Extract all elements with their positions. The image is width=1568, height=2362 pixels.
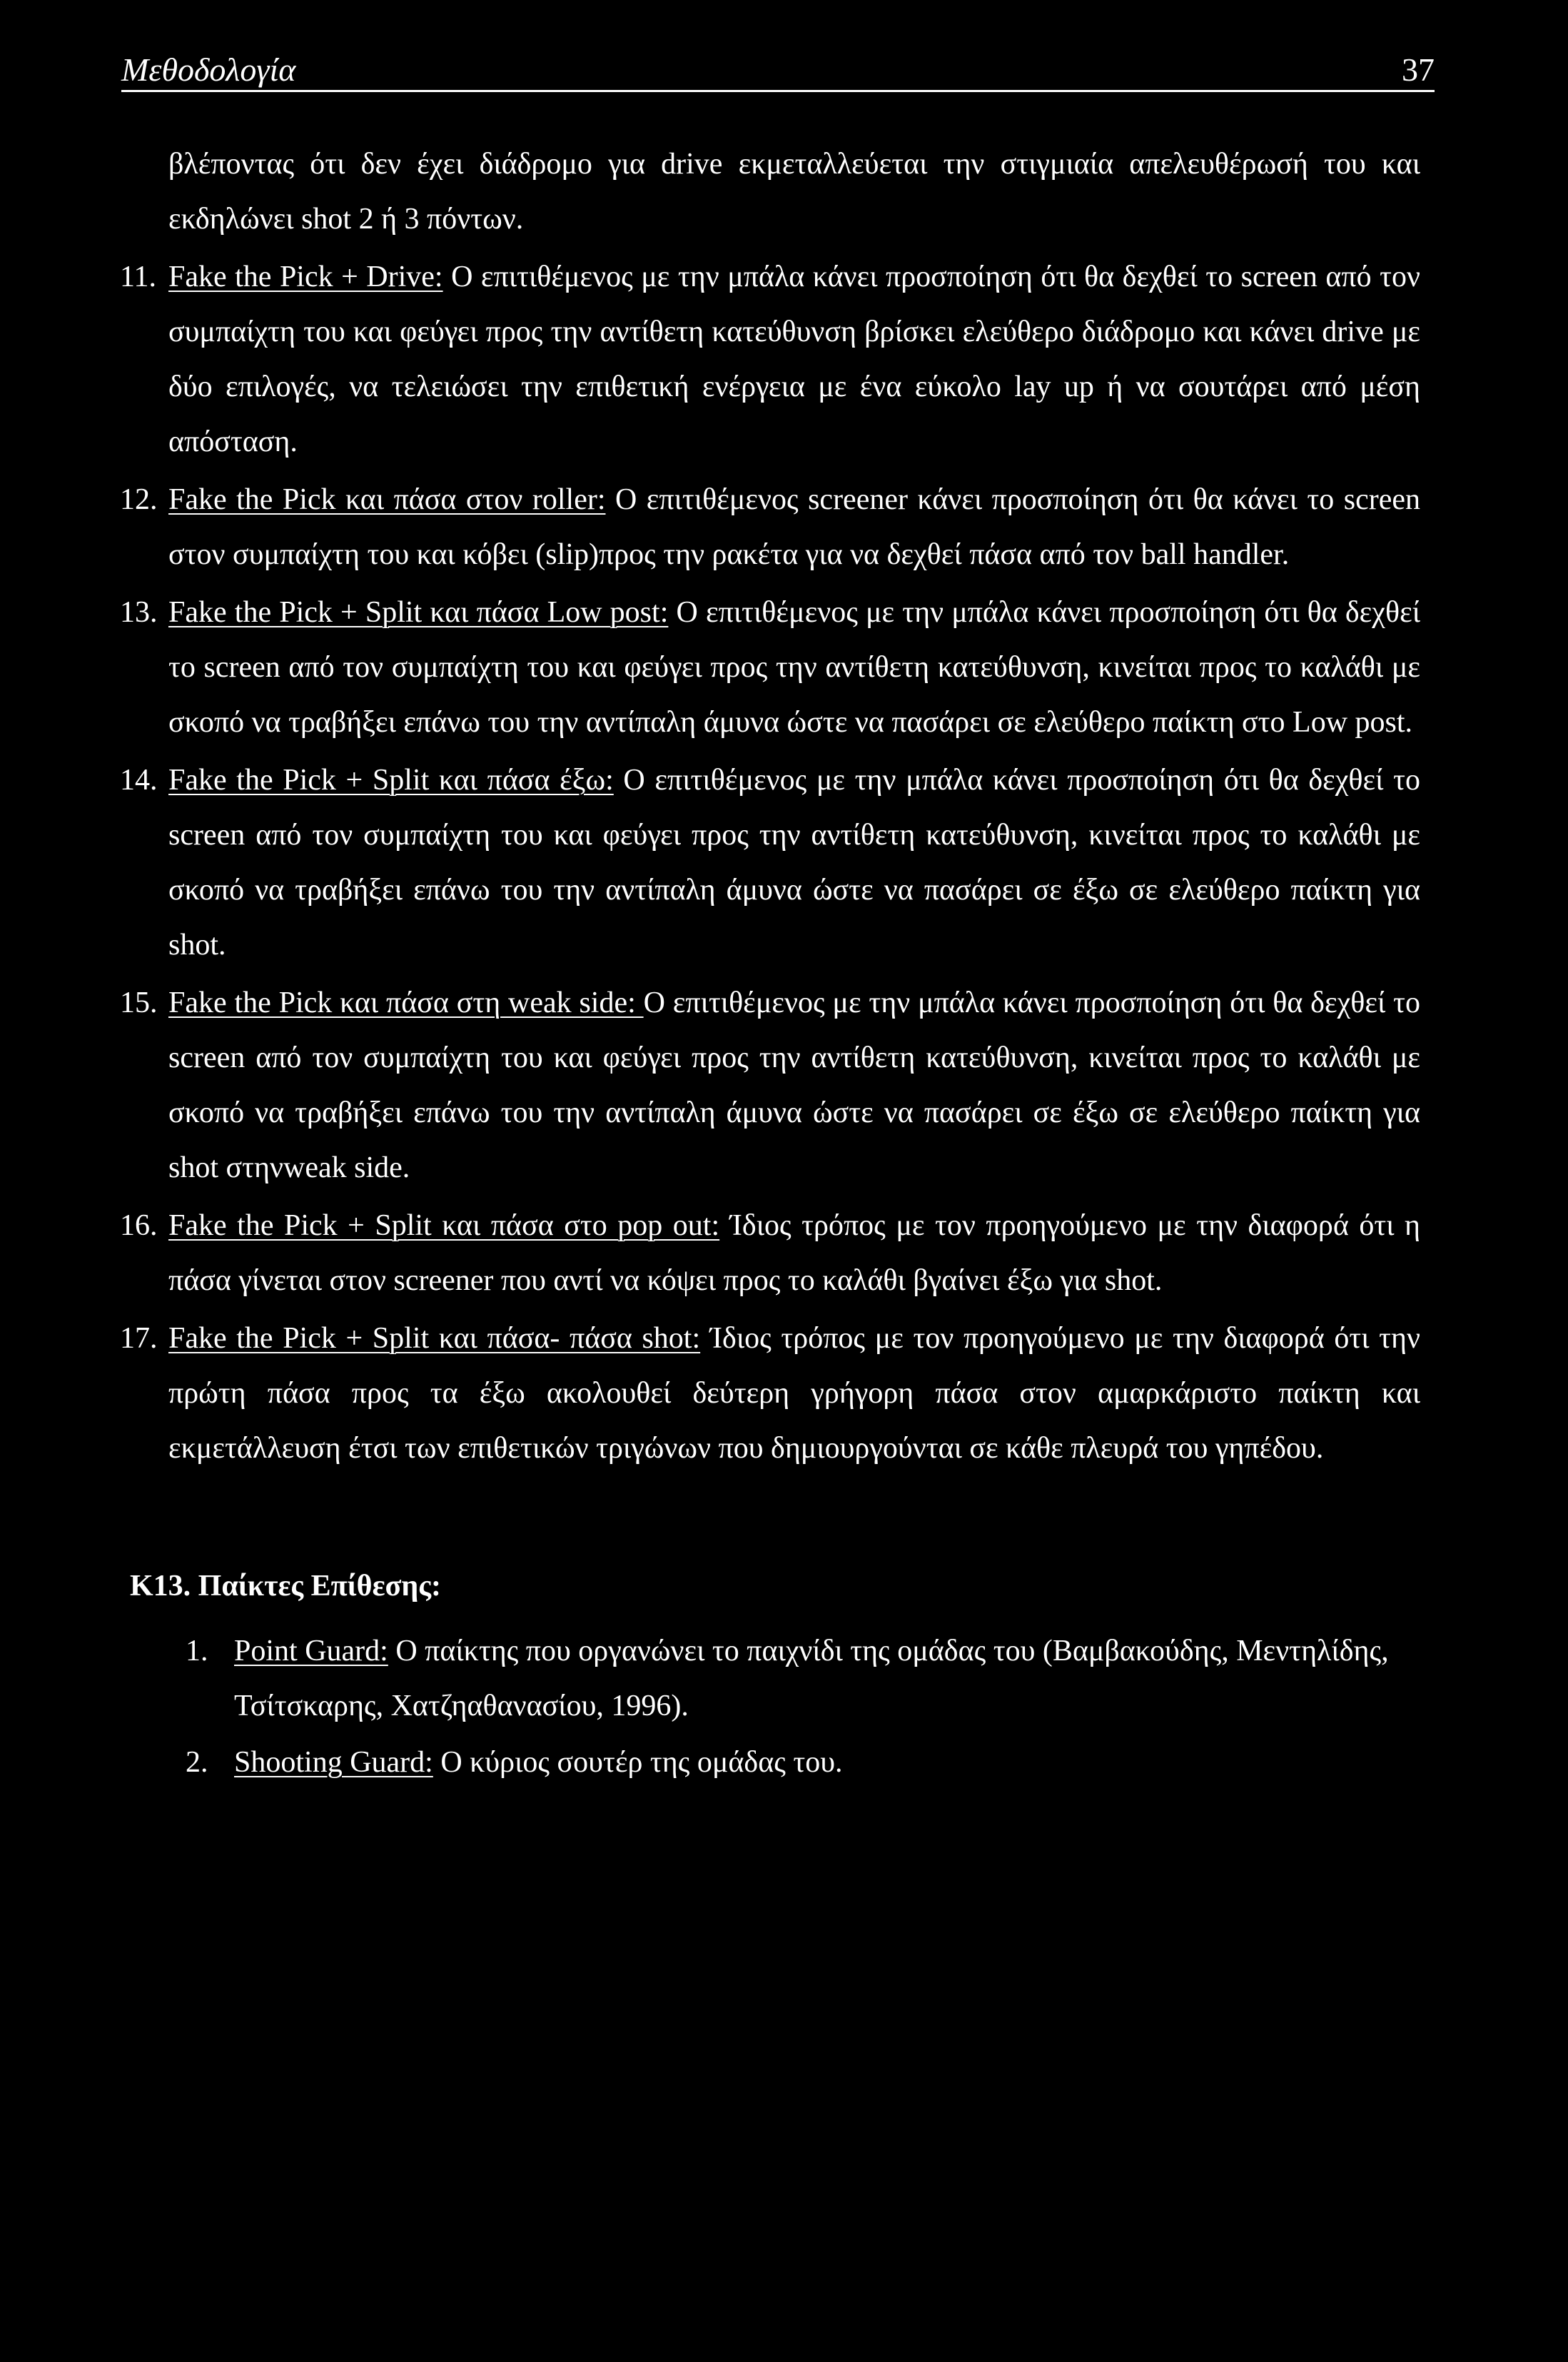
- item-text: Ο κύριος σουτέρ της ομάδας του.: [433, 1746, 843, 1779]
- item-text: Ο επιτιθέμενος με την μπάλα κάνει προσποίηση ότι θα δεχθεί το screen από τον συμπαίχτη του και φεύγει προς την αντίθετη κατεύθυνση, κινείται προς το καλάθι με σκοπό να τραβήξει επάνω του την αντίπαλη άμυνα ώστε να πασάρει σε έξω σε ελεύθερο παίκτη για shot στηνweak side.: [168, 986, 1421, 1184]
- item-number: 1.: [186, 1635, 208, 1667]
- list-item: [120, 585, 1421, 753]
- list-item: [186, 1624, 1420, 1735]
- list-item: [120, 473, 1420, 585]
- continuation-paragraph: βλέποντας ότι δεν έχει διάδρομο για drive εκμεταλλεύεται την στιγμιαία απελευθέρωσή του και εκδηλώνει shot 2 ή 3 πόντων.: [168, 148, 1420, 236]
- item-number: 16.: [120, 1209, 158, 1242]
- item-text: Ίδιος τρόπος με τον προηγούμενο με την διαφορά ότι την πρώτη πάσα προς τα έξω ακολουθεί δεύτερη γρήγορη πάσα στον αμαρκάριστο παίκτη και εκμετάλλευση έτσι των επιθετικών τριγώνων που δημιουργούνται σε κάθε πλευρά του γηπέδου.: [168, 1322, 1421, 1465]
- section-heading: Κ13. Παίκτες Επίθεσης:: [130, 1570, 441, 1603]
- page-header: [121, 43, 1435, 92]
- list-item: [120, 250, 1420, 473]
- item-term: Fake the Pick + Split και πάσα έξω:: [168, 764, 614, 797]
- item-text: Ο επιτιθέμενος με την μπάλα κάνει προσποίηση ότι θα δεχθεί το screen από τον συμπαίχτη του και φεύγει προς την αντίθετη κατεύθυνση, κινείται προς το καλάθι με σκοπό να τραβήξει επάνω του την αντίπαλη άμυνα ώστε να πασάρει σε ελεύθερο παίκτη στο Low post.: [168, 596, 1421, 739]
- item-number: 12.: [120, 483, 158, 516]
- list-item: [120, 976, 1421, 1198]
- item-term: Shooting Guard:: [234, 1746, 433, 1779]
- header-title: Μεθοδολογία: [121, 51, 296, 88]
- item-text: Ο επιτιθέμενος screener κάνει προσποίηση ότι θα κάνει το screen στον συμπαίχτη του και κόβει (slip)προς την ρακέτα για να δεχθεί πάσα από τον ball handler.: [168, 483, 1420, 571]
- item-term: Point Guard:: [234, 1635, 388, 1667]
- item-number: 11.: [120, 261, 156, 293]
- list-item: [120, 753, 1420, 976]
- item-term: Fake the Pick και πάσα στη weak side:: [168, 986, 644, 1019]
- item-number: 13.: [120, 596, 158, 629]
- item-text: Ίδιος τρόπος με τον προηγούμενο με την διαφορά ότι η πάσα γίνεται στον screener που αντί να κόψει προς το καλάθι βγαίνει έξω για shot.: [168, 1209, 1421, 1297]
- list-item: [120, 1198, 1421, 1311]
- page-body: [120, 137, 1421, 1792]
- item-text: Ο επιτιθέμενος με την μπάλα κάνει προσποίηση ότι θα δεχθεί το screen από τον συμπαίχτη του και φεύγει προς την αντίθετη κατεύθυνση βρίσκει ελεύθερο διάδρομο και κάνει drive με δύο επιλογές, να τελειώσει την επιθετική ενέργεια με ένα εύκολο lay up ή να σουτάρει από μέση απόσταση.: [168, 261, 1420, 458]
- technique-list: [120, 250, 1421, 1479]
- list-item: [186, 1735, 1420, 1792]
- page-number: 37: [1402, 51, 1435, 88]
- item-term: Fake the Pick + Split και πάσα- πάσα shot:: [168, 1322, 701, 1355]
- item-number: 15.: [120, 986, 158, 1019]
- list-item: [120, 1311, 1421, 1479]
- item-number: 2.: [186, 1746, 208, 1779]
- item-number: 17.: [120, 1322, 158, 1355]
- item-term: Fake the Pick + Drive:: [168, 261, 443, 293]
- item-text: Ο επιτιθέμενος με την μπάλα κάνει προσποίηση ότι θα δεχθεί το screen από τον συμπαίχτη του και φεύγει προς την αντίθετη κατεύθυνση, κινείται προς το καλάθι με σκοπό να τραβήξει επάνω του την αντίπαλη άμυνα ώστε να πασάρει σε έξω σε ελεύθερο παίκτη για shot.: [168, 764, 1420, 962]
- item-term: Fake the Pick + Split και πάσα Low post:: [168, 596, 669, 629]
- item-term: Fake the Pick + Split και πάσα στο pop out:: [168, 1209, 720, 1242]
- item-number: 14.: [120, 764, 158, 797]
- item-term: Fake the Pick και πάσα στον roller:: [168, 483, 606, 516]
- item-text: Ο παίκτης που οργανώνει το παιχνίδι της ομάδας του (Βαμβακούδης, Μεντηλίδης, Τσίτσκαρης, Χατζηαθανασίου, 1996).: [234, 1635, 1389, 1722]
- players-list: [168, 1624, 1420, 1792]
